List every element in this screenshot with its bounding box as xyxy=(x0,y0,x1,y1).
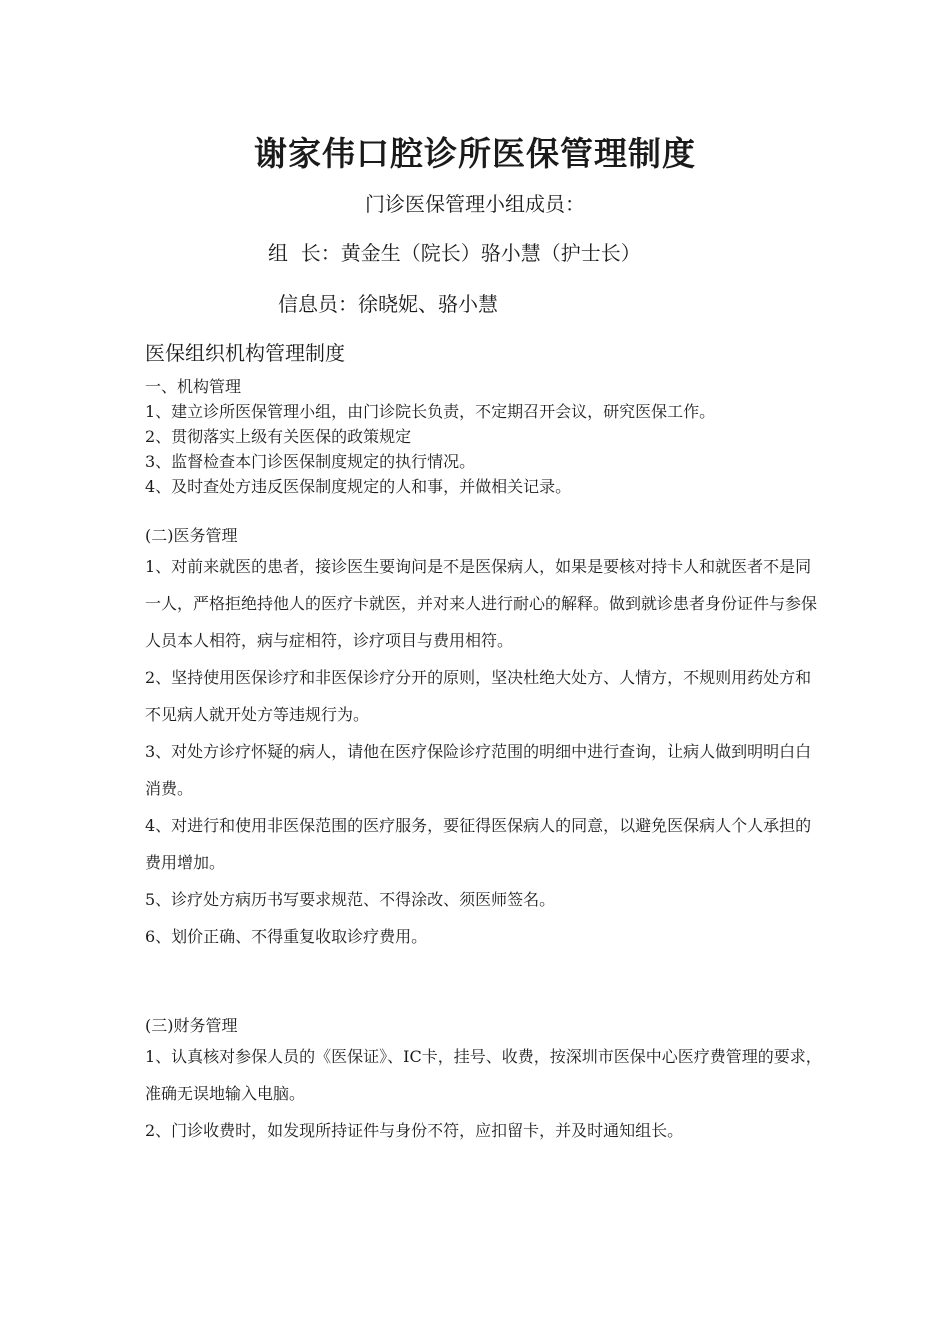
list-item: 3、对处方诊疗怀疑的病人，请他在医疗保险诊疗范围的明细中进行查询，让病人做到明明白白消费。 xyxy=(145,742,812,798)
list-item: 4、及时查处方违反医保制度规定的人和事，并做相关记录。 xyxy=(145,477,572,496)
page-title: 谢家伟口腔诊所医保管理制度 xyxy=(254,134,696,173)
section-subtitle: 医保组织机构管理制度 xyxy=(145,341,345,365)
list-item: 3、监督检查本门诊医保制度规定的执行情况。 xyxy=(145,452,476,471)
list-item: 6、划价正确、不得重复收取诊疗费用。 xyxy=(145,927,428,946)
section-heading: 一、机构管理 xyxy=(145,377,242,396)
section-heading: (二)医务管理 xyxy=(145,526,238,545)
list-item: 4、对进行和使用非医保范围的医疗服务，要征得医保病人的同意，以避免医保病人个人承担的费用增加。 xyxy=(145,816,812,872)
list-item: 2、坚持使用医保诊疗和非医保诊疗分开的原则，坚决杜绝大处方、人情方，不规则用药处方和不见病人就开处方等违规行为。 xyxy=(145,668,812,724)
list-item: 1、建立诊所医保管理小组，由门诊院长负责，不定期召开会议，研究医保工作。 xyxy=(145,402,716,421)
members-heading: 门诊医保管理小组成员： xyxy=(365,192,585,216)
list-item: 1、认真核对参保人员的《医保证》、IC卡，挂号、收费，按深圳市医保中心医疗费管理的要求，准确无误地输入电脑。 xyxy=(145,1047,822,1103)
section-finance xyxy=(145,1014,825,1149)
list-item: 2、贯彻落实上级有关医保的政策规定 xyxy=(145,427,412,446)
group-leader-line: 组 长：黄金生（院长）骆小慧（护士长） xyxy=(268,241,641,265)
info-officer-line: 信息员：徐晓妮、骆小慧 xyxy=(278,292,498,316)
list-item: 5、诊疗处方病历书写要求规范、不得涂改、须医师签名。 xyxy=(145,890,556,909)
list-item: 2、门诊收费时，如发现所持证件与身份不符，应扣留卡，并及时通知组长。 xyxy=(145,1121,684,1140)
section-heading: (三)财务管理 xyxy=(145,1016,238,1035)
list-item: 1、对前来就医的患者，接诊医生要询问是不是医保病人，如果是要核对持卡人和就医者不是同一人，严格拒绝持他人的医疗卡就医，并对来人进行耐心的解释。做到就诊患者身份证件与参保人员本人相符，病与症相符，诊疗项目与费用相符。 xyxy=(145,557,818,650)
section-medical xyxy=(145,524,825,955)
section-organization xyxy=(145,375,825,499)
